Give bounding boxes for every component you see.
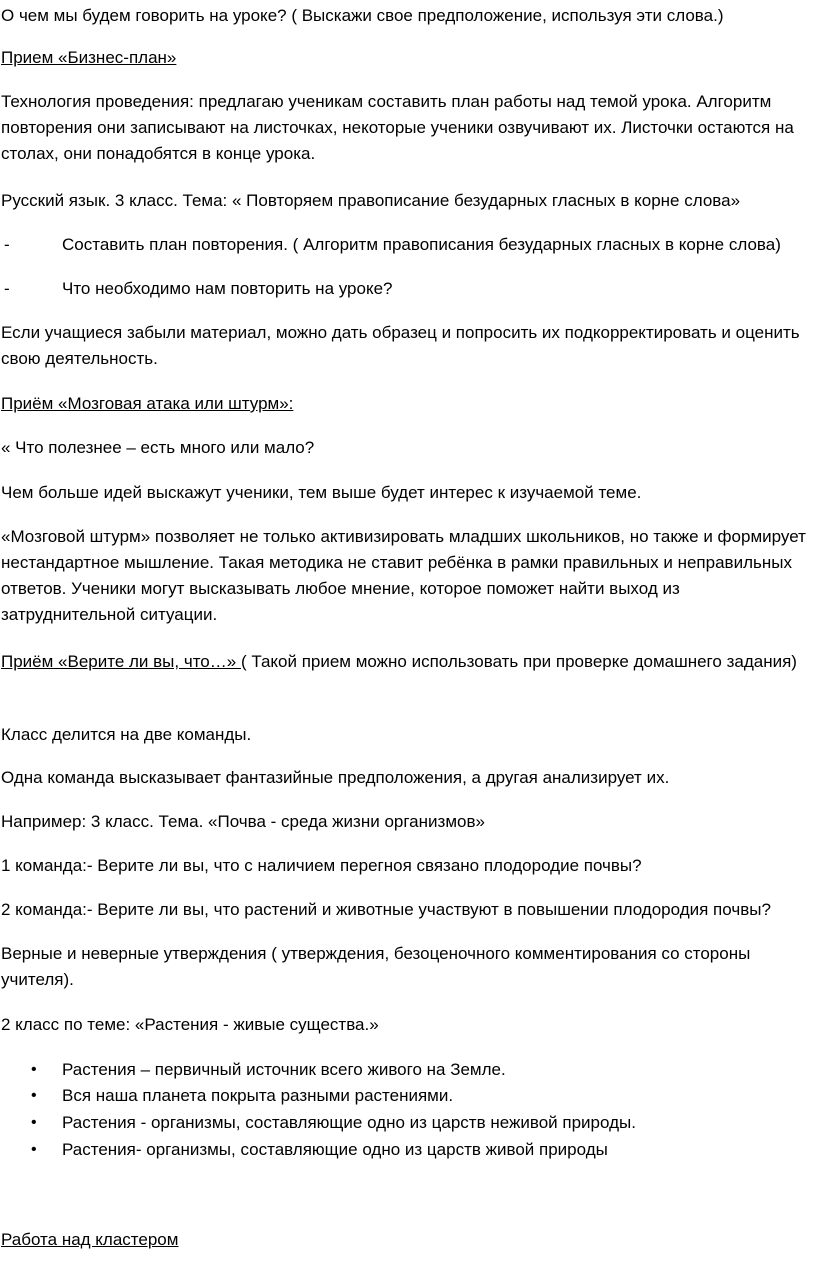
- bullet-icon: •: [31, 1087, 37, 1104]
- list-item-text: Растения- организмы, составляющие одно из царств живой природы: [62, 1140, 608, 1159]
- dash-marker: -: [4, 279, 10, 298]
- list-item-text: Растения - организмы, составляющие одно из царств неживой природы.: [62, 1113, 636, 1132]
- believe-teams-desc: Одна команда высказывает фантазийные предположения, а другая анализирует их.: [1, 768, 670, 787]
- bullet-icon: •: [31, 1061, 37, 1078]
- bullet-icon: •: [31, 1141, 37, 1158]
- plan-step-text: Что необходимо нам повторить на уроке?: [62, 279, 393, 298]
- believe-example: Например: 3 класс. Тема. «Почва - среда жизни организмов»: [1, 812, 485, 831]
- cluster-heading: Работа над кластером: [1, 1230, 179, 1249]
- intro-question: О чем мы будем говорить на уроке? ( Выскажи свое предположение, используя эти слова.): [1, 6, 724, 25]
- list-item-text: Вся наша планета покрыта разными растениями.: [62, 1086, 454, 1105]
- business-plan-note: Если учащиеся забыли материал, можно дать образец и попросить их подкорректировать и оценить свою деятельность.: [1, 323, 800, 368]
- believe-team1: 1 команда:- Верите ли вы, что с наличием перегноя связано плодородие почвы?: [1, 856, 642, 875]
- believe-teams: Класс делится на две команды.: [1, 725, 252, 744]
- believe-heading-paragraph: [1, 649, 813, 675]
- believe-heading-note: ( Такой прием можно использовать при проверке домашнего задания): [240, 652, 797, 671]
- brainstorm-heading: Приём «Мозговая атака или штурм»:: [1, 394, 294, 413]
- brainstorm-description: «Мозговой штурм» позволяет не только активизировать младших школьников, но также и формирует нестандартное мышление. Такая методика не ставит ребёнка в рамки правильных и неправильных ответов. Ученики могут высказывать любое мнение, которое поможет найти выход из затруднительной ситуации.: [1, 527, 806, 624]
- brainstorm-line: Чем больше идей выскажут ученики, тем выше будет интерес к изучаемой теме.: [1, 483, 642, 502]
- business-plan-technology: Технология проведения: предлагаю ученикам составить план работы над темой урока. Алгоритм повторения они записывают на листочках, некоторые ученики озвучивают их. Листочки остаются на столах, они понадобятся в конце урока.: [1, 92, 794, 163]
- believe-heading: Приём «Верите ли вы, что…»: [1, 652, 241, 671]
- believe-team2: 2 команда:- Верите ли вы, что растений и животные участвуют в повышении плодородия почвы?: [1, 900, 771, 919]
- business-plan-heading: Прием «Бизнес-план»: [1, 48, 177, 67]
- plan-step-text: Составить план повторения. ( Алгоритм правописания безударных гласных в корне слова): [62, 235, 781, 254]
- bullet-icon: •: [31, 1114, 37, 1131]
- brainstorm-question: « Что полезнее – есть много или мало?: [1, 438, 315, 457]
- dash-marker: -: [4, 235, 10, 254]
- believe-statements: Верные и неверные утверждения ( утверждения, безоценочного комментирования со стороны учителя).: [1, 944, 751, 989]
- list-item-text: Растения – первичный источник всего живого на Земле.: [62, 1060, 506, 1079]
- believe-grade2: 2 класс по теме: «Растения - живые существа.»: [1, 1015, 379, 1034]
- business-plan-example-topic: Русский язык. 3 класс. Тема: « Повторяем правописание безударных гласных в корне слова»: [1, 191, 741, 210]
